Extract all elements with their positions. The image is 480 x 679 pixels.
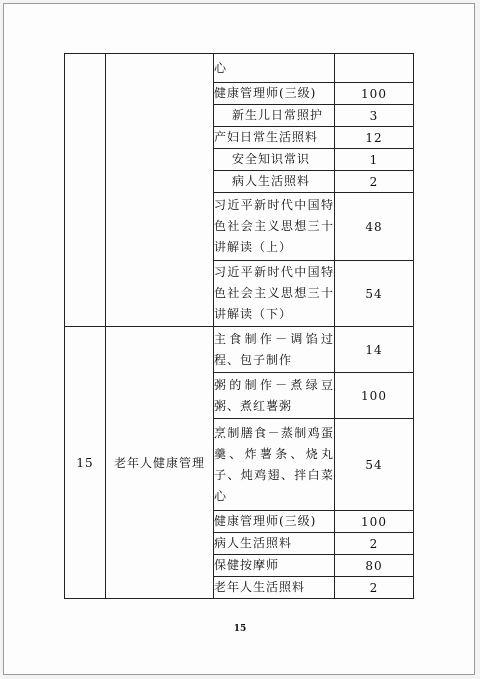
group-number-cell: [65, 54, 106, 327]
course-cell: 老年人生活照料: [214, 577, 335, 599]
group-name-cell: [106, 54, 214, 327]
hours-cell: 54: [335, 419, 414, 511]
hours-cell: 80: [335, 555, 414, 577]
hours-cell: 100: [335, 83, 414, 105]
group-name-cell: 老年人健康管理: [106, 327, 214, 599]
hours-cell: 54: [335, 261, 414, 327]
course-cell: 健康管理师(三级): [214, 511, 335, 533]
course-cell: 安全知识常识: [214, 149, 335, 171]
hours-cell: 14: [335, 327, 414, 373]
hours-cell: 12: [335, 127, 414, 149]
hours-cell: 2: [335, 533, 414, 555]
hours-cell: 2: [335, 171, 414, 193]
course-cell: 习近平新时代中国特色社会主义思想三十讲解读（上）: [214, 193, 335, 261]
course-cell: 健康管理师(三级): [214, 83, 335, 105]
group-number-cell: 15: [65, 327, 106, 599]
course-cell: 新生儿日常照护: [214, 105, 335, 127]
page-number: 15: [233, 624, 247, 634]
hours-cell: 1: [335, 149, 414, 171]
hours-cell: 2: [335, 577, 414, 599]
course-cell: 粥的制作－煮绿豆粥、煮红薯粥: [214, 373, 335, 419]
hours-cell: 3: [335, 105, 414, 127]
course-cell: 病人生活照料: [214, 533, 335, 555]
course-cell: 保健按摩师: [214, 555, 335, 577]
table-row: [65, 54, 414, 83]
hours-cell: 100: [335, 373, 414, 419]
course-cell: 心: [214, 54, 335, 83]
hours-cell: [335, 54, 414, 83]
course-cell: 产妇日常生活照料: [214, 127, 335, 149]
course-cell: 习近平新时代中国特色社会主义思想三十讲解读（下）: [214, 261, 335, 327]
hours-cell: 48: [335, 193, 414, 261]
course-cell: 烹制膳食－蒸制鸡蛋羹、炸薯条、烧丸子、炖鸡翅、拌白菜心: [214, 419, 335, 511]
course-table: [64, 53, 414, 599]
table-row: [65, 327, 414, 373]
course-cell: 主食制作－调馅过程、包子制作: [214, 327, 335, 373]
course-cell: 病人生活照料: [214, 171, 335, 193]
hours-cell: 100: [335, 511, 414, 533]
